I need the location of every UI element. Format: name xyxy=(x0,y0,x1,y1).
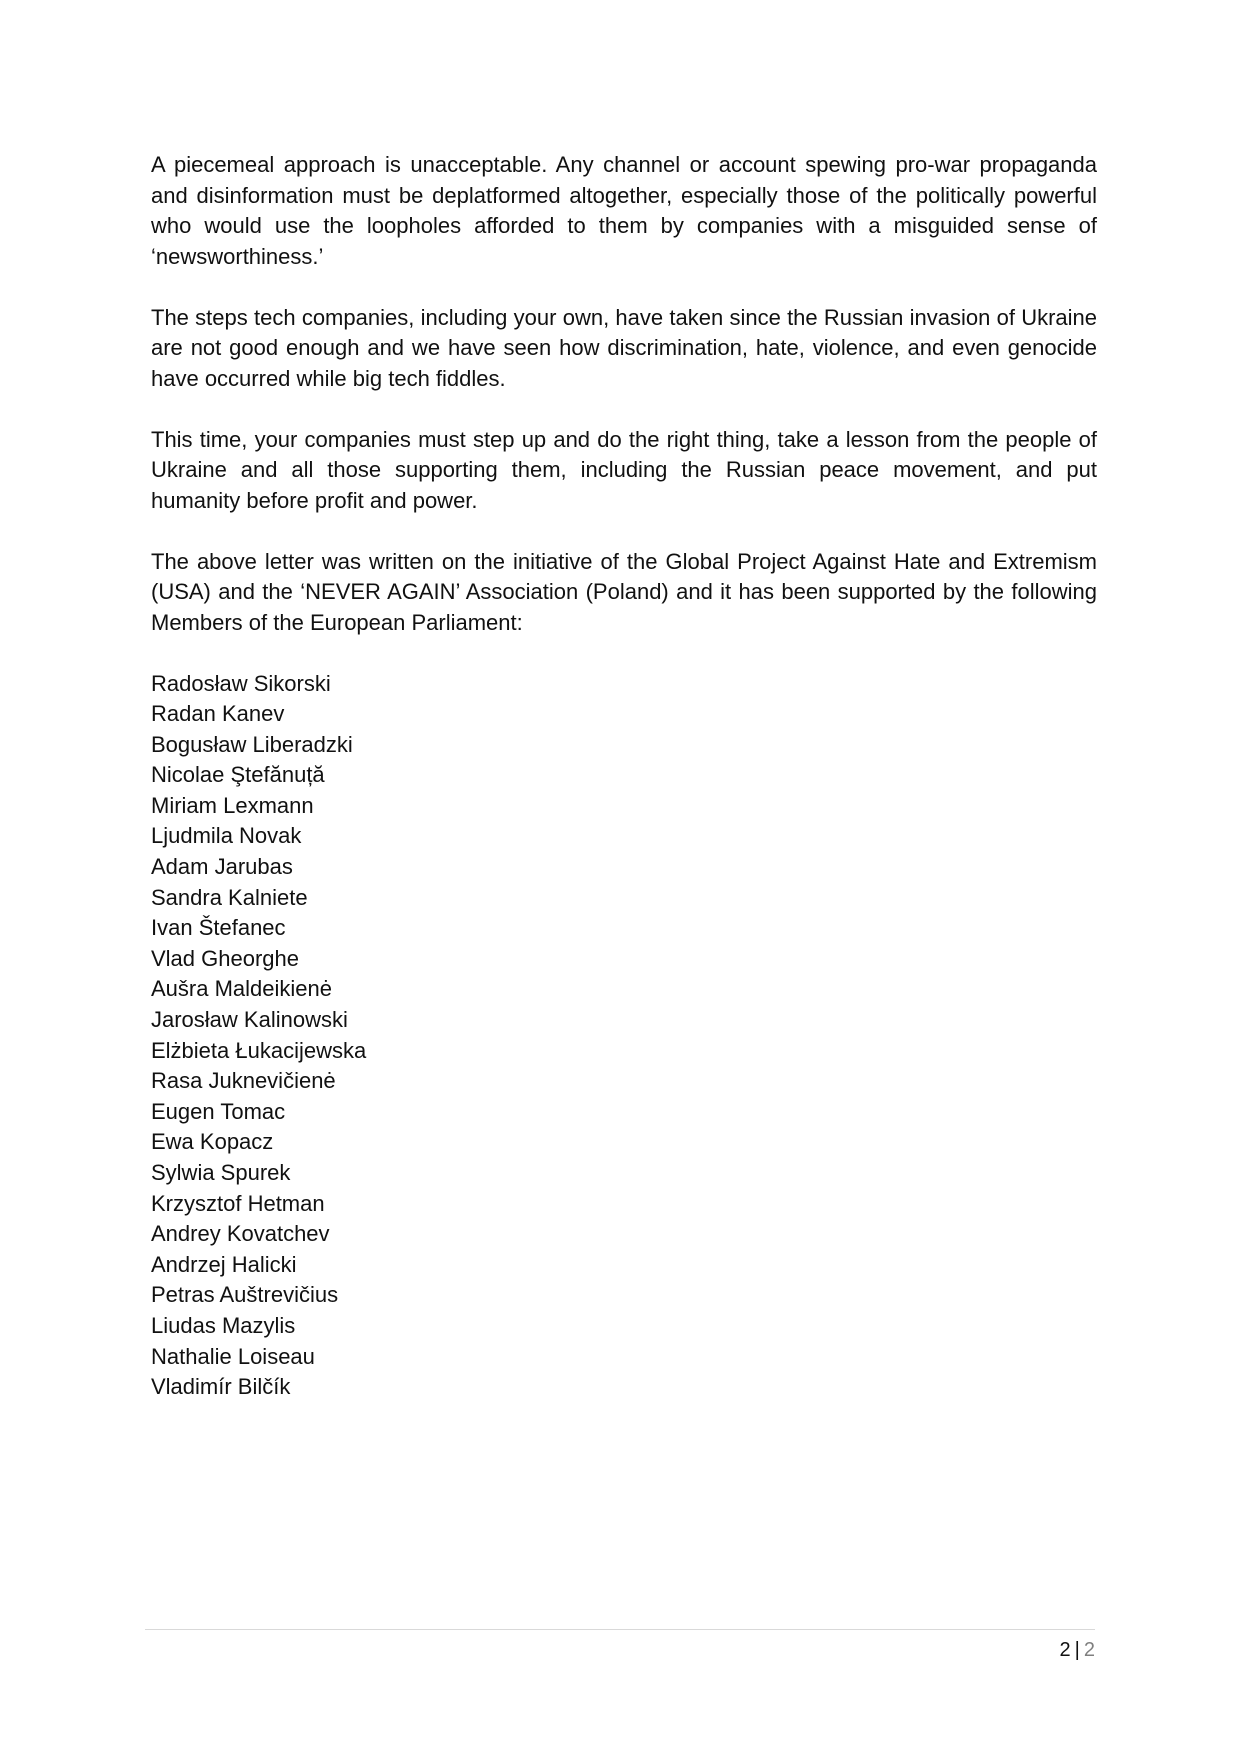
paragraph-step-up: This time, your companies must step up and do the right thing, take a lesson from the people of Ukraine and all those supporting them, including the Russian peace movement, and put humanity before profit and power. xyxy=(151,426,1097,513)
signatory-name: Vlad Gheorghe xyxy=(151,945,299,971)
signatory-name: Radosław Sikorski xyxy=(151,670,331,696)
signatory-list xyxy=(151,669,1097,1403)
page-number-current: 2 xyxy=(1059,1639,1071,1661)
signatory-name: Eugen Tomac xyxy=(151,1098,286,1124)
signatory-name: Miriam Lexmann xyxy=(151,792,314,818)
page-number-separator: | xyxy=(1074,1639,1080,1661)
signatory-name: Adam Jarubas xyxy=(151,854,293,880)
signatory-name: Radan Kanev xyxy=(151,701,285,727)
paragraph-initiative: The above letter was written on the initiative of the Global Project Against Hate and Extremism (USA) and the ‘NEVER AGAIN’ Association (Poland) and it has been supported by the following Members of the European Parliament: xyxy=(151,548,1097,635)
signatory-name: Elżbieta Łukacijewska xyxy=(151,1037,367,1063)
signatory-name: Jarosław Kalinowski xyxy=(151,1007,348,1033)
signatory-name: Rasa Juknevičienė xyxy=(151,1068,336,1094)
paragraph-tech-steps: The steps tech companies, including your own, have taken since the Russian invasion of Ukraine are not good enough and we have seen how discrimination, hate, violence, and even genocide have occurred while big tech fiddles. xyxy=(151,304,1097,391)
signatory-name: Petras Auštrevičius xyxy=(151,1282,339,1308)
signatory-name: Bogusław Liberadzki xyxy=(151,731,353,757)
signatory-name: Andrey Kovatchev xyxy=(151,1221,330,1247)
signatory-name: Andrzej Halicki xyxy=(151,1251,297,1277)
signatory-name: Liudas Mazylis xyxy=(151,1312,296,1338)
paragraph-piecemeal: A piecemeal approach is unacceptable. Any channel or account spewing pro-war propaganda and disinformation must be deplatformed altogether, especially those of the politically powerful who would use the loopholes afforded to them by companies with a misguided sense of ‘newsworthiness.’ xyxy=(151,152,1097,269)
page-number xyxy=(1060,1637,1095,1663)
signatory-name: Nathalie Loiseau xyxy=(151,1343,315,1369)
letter-body xyxy=(151,150,1097,1403)
signatory-name: Sylwia Spurek xyxy=(151,1160,291,1185)
signatory-name: Ewa Kopacz xyxy=(151,1129,274,1155)
signatory-name: Aušra Maldeikienė xyxy=(151,976,332,1002)
signatory-name: Vladimír Bilčík xyxy=(151,1374,291,1400)
signatory-name: Ivan Štefanec xyxy=(151,915,286,941)
footer-divider xyxy=(145,1629,1095,1630)
signatory-name: Ljudmila Novak xyxy=(151,823,302,849)
signatory-name: Krzysztof Hetman xyxy=(151,1190,325,1216)
page-number-total: 2 xyxy=(1083,1639,1095,1661)
signatory-name: Nicolae Ştefănuță xyxy=(151,762,325,788)
signatory-name: Sandra Kalniete xyxy=(151,884,308,910)
